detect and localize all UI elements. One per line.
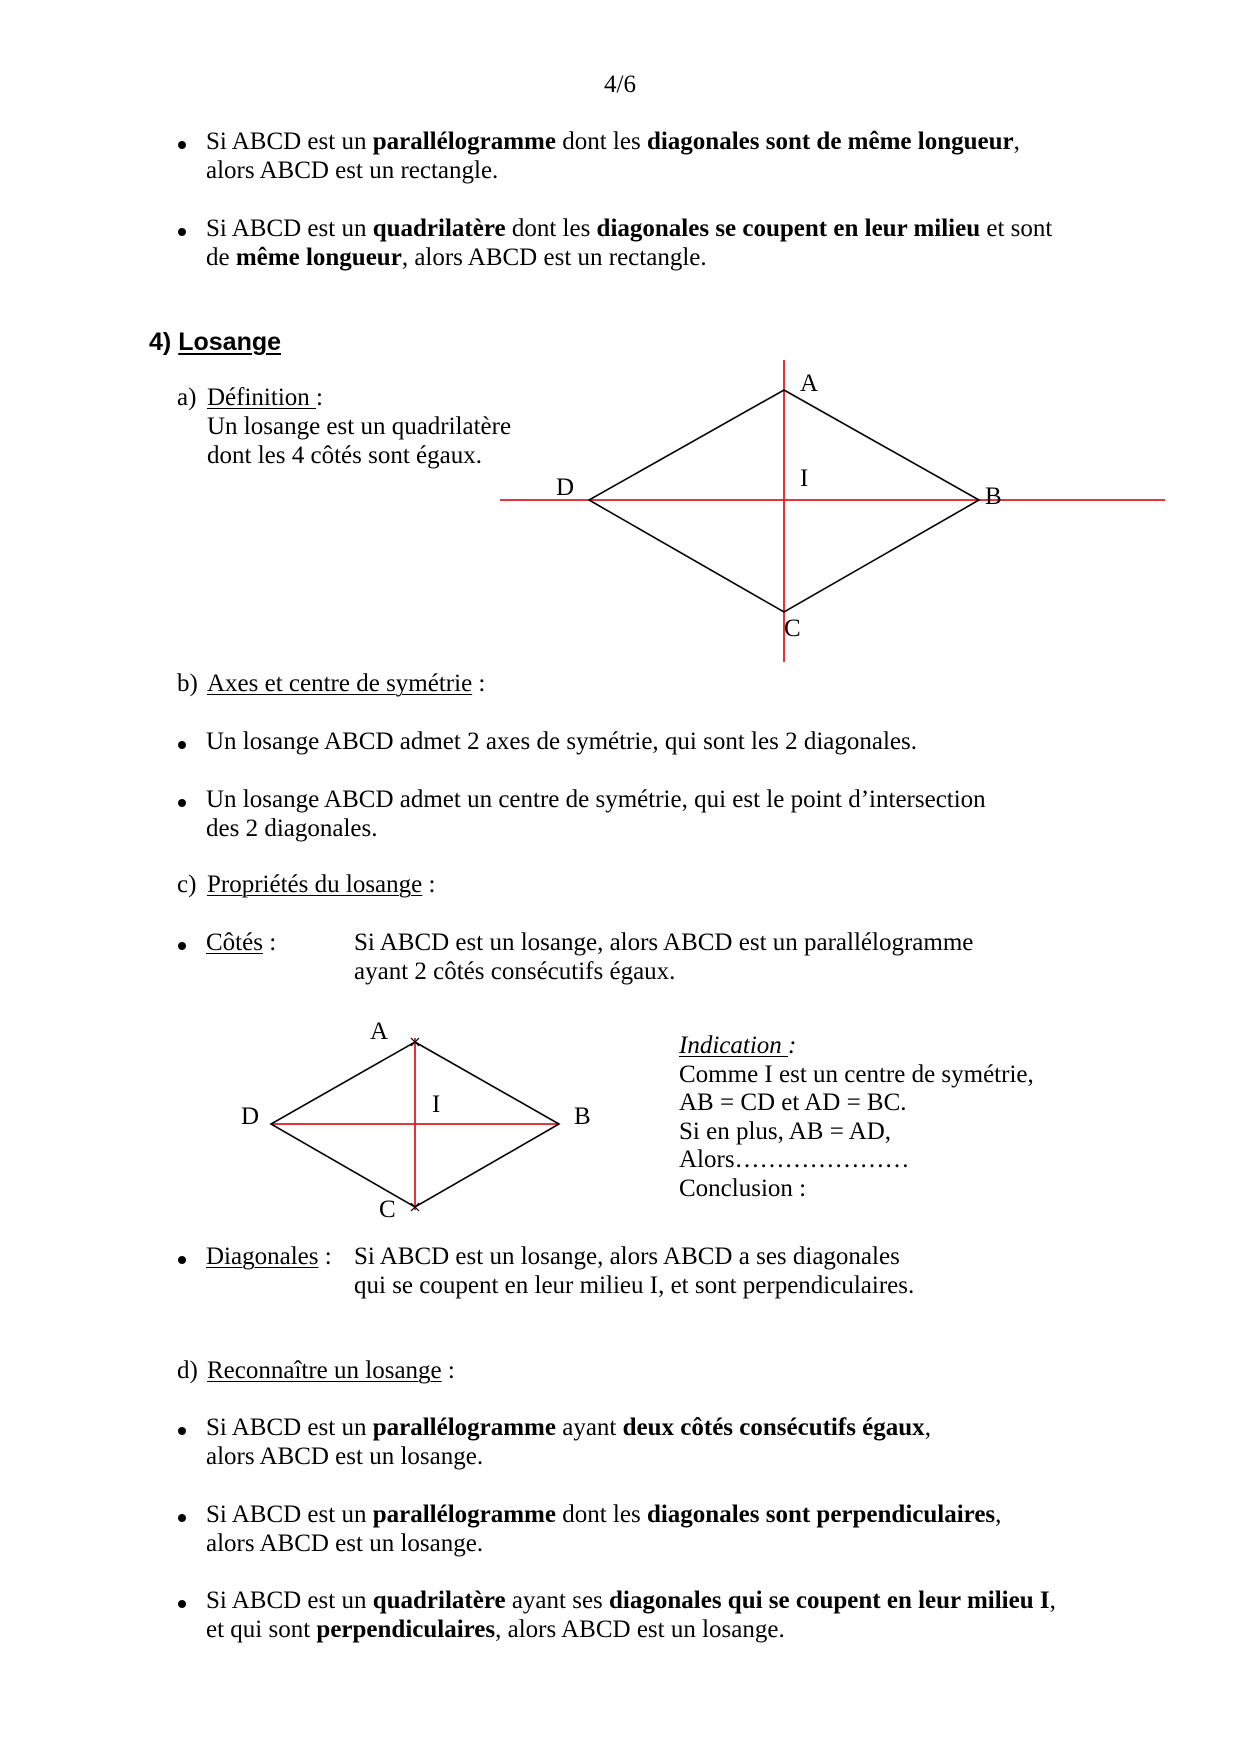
- text-line: Si ABCD est un losange, alors ABCD est un parallélogramme: [354, 929, 974, 956]
- property-label: [206, 929, 276, 958]
- text-segment: dont les: [505, 215, 597, 242]
- text-line: Un losange ABCD admet un centre de symétrie, qui est le point d’intersection: [206, 786, 986, 813]
- underlined-text: Côtés: [206, 929, 263, 956]
- point-label-d: D: [241, 1103, 260, 1130]
- bullet-icon: [178, 1256, 186, 1264]
- text-segment: Si ABCD est un: [206, 1587, 373, 1614]
- text-segment: ,: [1013, 128, 1020, 155]
- bold-text: diagonales sont perpendiculaires: [646, 1501, 996, 1528]
- section-number: 4): [149, 328, 172, 356]
- bold-text: parallélogramme: [372, 1414, 556, 1441]
- bold-text: deux côtés consécutifs égaux: [622, 1414, 925, 1441]
- property-sides: [206, 929, 974, 985]
- subsection-label: d): [177, 1357, 198, 1384]
- list-item: [206, 128, 1020, 185]
- text-line: [206, 215, 1052, 244]
- rhombus-figure-1: [490, 350, 1180, 670]
- text-line: [206, 1414, 931, 1443]
- text-segment: :: [472, 670, 486, 697]
- property-diagonals: [206, 1243, 915, 1299]
- subsection-heading: [207, 670, 485, 699]
- bold-text: perpendiculaires: [316, 1615, 496, 1643]
- bold-text: diagonales se coupent en leur milieu: [596, 215, 981, 242]
- underlined-text: Axes et centre de symétrie: [207, 670, 473, 697]
- text-line: [206, 244, 1052, 273]
- point-label-a: A: [370, 1018, 389, 1045]
- text-segment: et sont: [980, 215, 1053, 242]
- text-line: [206, 1530, 1001, 1559]
- text-segment: , alors ABCD est un losange.: [495, 1615, 785, 1643]
- bullet-icon: [178, 1427, 186, 1435]
- point-label-b: B: [574, 1103, 591, 1130]
- list-item: [206, 1414, 931, 1471]
- text-segment: alors ABCD est un losange.: [206, 1442, 484, 1470]
- text-segment: Si ABCD est un: [206, 1414, 373, 1441]
- text-line: dont les 4 côtés sont égaux.: [207, 441, 482, 469]
- text-segment: :: [422, 871, 436, 898]
- indication-heading: [679, 1032, 1034, 1061]
- text-segment: ayant ses: [505, 1587, 610, 1614]
- bold-text: diagonales qui se coupent en leur milieu I: [609, 1587, 1050, 1614]
- bold-text: quadrilatère: [372, 1587, 506, 1614]
- text-line: des 2 diagonales.: [206, 814, 378, 842]
- page-number: 4/6: [604, 71, 636, 98]
- bullet-icon: [178, 1514, 186, 1522]
- text-line: Conclusion :: [679, 1174, 807, 1202]
- text-segment: alors ABCD est un losange.: [206, 1529, 484, 1557]
- text-line: ayant 2 côtés consécutifs égaux.: [354, 957, 676, 985]
- text-segment: :: [262, 929, 277, 956]
- text-segment: ,: [1049, 1587, 1056, 1614]
- text-line: Alors…………………: [679, 1146, 910, 1173]
- subsection-symmetry: [177, 670, 486, 699]
- bullet-icon: [178, 799, 186, 807]
- text-segment: dont les: [555, 128, 647, 155]
- bold-text: quadrilatère: [372, 215, 506, 242]
- underlined-text: Diagonales: [206, 1243, 319, 1270]
- text-line: qui se coupent en leur milieu I, et sont perpendiculaires.: [354, 1271, 915, 1299]
- bullet-icon: [178, 741, 186, 749]
- point-label-d: D: [556, 474, 575, 501]
- text-line: Si en plus, AB = AD,: [679, 1117, 892, 1145]
- point-label-i: I: [432, 1091, 441, 1118]
- text-segment: :: [441, 1357, 455, 1384]
- bold-text: parallélogramme: [372, 1501, 556, 1528]
- text-line: [206, 1587, 1056, 1616]
- text-segment: Si ABCD est un: [206, 1501, 373, 1528]
- text-segment: alors ABCD est un rectangle.: [206, 156, 499, 184]
- text-segment: , alors ABCD est un rectangle.: [401, 243, 707, 271]
- bold-text: même longueur: [235, 243, 402, 271]
- text-segment: et qui sont: [206, 1615, 317, 1643]
- underlined-text: Indication: [679, 1032, 789, 1059]
- section-title: Losange: [178, 328, 282, 356]
- list-item: [206, 215, 1052, 272]
- underlined-text: Propriétés du losange: [207, 871, 423, 898]
- text-line: [206, 157, 1020, 186]
- text-line: Si ABCD est un losange, alors ABCD a ses diagonales: [354, 1243, 900, 1270]
- subsection-definition: [177, 384, 323, 413]
- property-label: [206, 1243, 332, 1272]
- point-label-b: B: [985, 483, 1002, 510]
- text-line: [206, 1501, 1001, 1530]
- text-segment: ,: [995, 1501, 1002, 1528]
- text-segment: :: [788, 1032, 797, 1059]
- property-text: [354, 1243, 914, 1300]
- definition-text: [207, 413, 511, 470]
- subsection-heading: [207, 1357, 455, 1386]
- text-segment: :: [316, 384, 323, 411]
- list-item: [206, 1501, 1001, 1558]
- underlined-text: Définition: [207, 384, 317, 411]
- section-heading: [149, 328, 281, 357]
- property-text: [354, 929, 973, 986]
- indication-box: [679, 1032, 1034, 1203]
- bold-text: diagonales sont de même longueur: [646, 128, 1014, 155]
- subsection-label: b): [177, 670, 198, 697]
- rhombus-figure-2: [250, 1020, 580, 1230]
- subsection-heading: [207, 871, 435, 900]
- subsection-properties: [177, 871, 436, 900]
- bullet-icon: [178, 942, 186, 950]
- text-line: Un losange est un quadrilatère: [207, 413, 512, 440]
- text-segment: ,: [924, 1414, 931, 1441]
- text-segment: Si ABCD est un: [206, 215, 373, 242]
- text-segment: ayant: [555, 1414, 623, 1441]
- text-line: Un losange ABCD admet 2 axes de symétrie, qui sont les 2 diagonales.: [206, 728, 917, 755]
- text-line: [206, 1616, 1056, 1645]
- bullet-icon: [178, 228, 186, 236]
- bold-text: parallélogramme: [372, 128, 556, 155]
- text-line: AB = CD et AD = BC.: [679, 1089, 907, 1116]
- list-item: [206, 786, 986, 843]
- list-item: [206, 1587, 1056, 1644]
- point-label-c: C: [379, 1196, 396, 1223]
- list-item: [206, 728, 917, 757]
- underlined-text: Reconnaître un losange: [207, 1357, 442, 1384]
- text-line: Comme I est un centre de symétrie,: [679, 1060, 1034, 1088]
- text-line: [206, 1443, 931, 1472]
- text-segment: Si ABCD est un: [206, 128, 373, 155]
- subsection-label: c): [177, 871, 197, 898]
- bullet-icon: [178, 141, 186, 149]
- point-label-a: A: [800, 370, 819, 397]
- subsection-recognition: [177, 1357, 455, 1386]
- text-segment: :: [318, 1243, 332, 1270]
- text-line: [206, 128, 1020, 157]
- bullet-icon: [178, 1600, 186, 1608]
- text-segment: de: [206, 243, 236, 271]
- point-label-i: I: [800, 465, 809, 492]
- point-label-c: C: [784, 615, 801, 642]
- text-segment: dont les: [555, 1501, 647, 1528]
- subsection-label: a): [177, 384, 197, 411]
- subsection-heading: [207, 384, 323, 413]
